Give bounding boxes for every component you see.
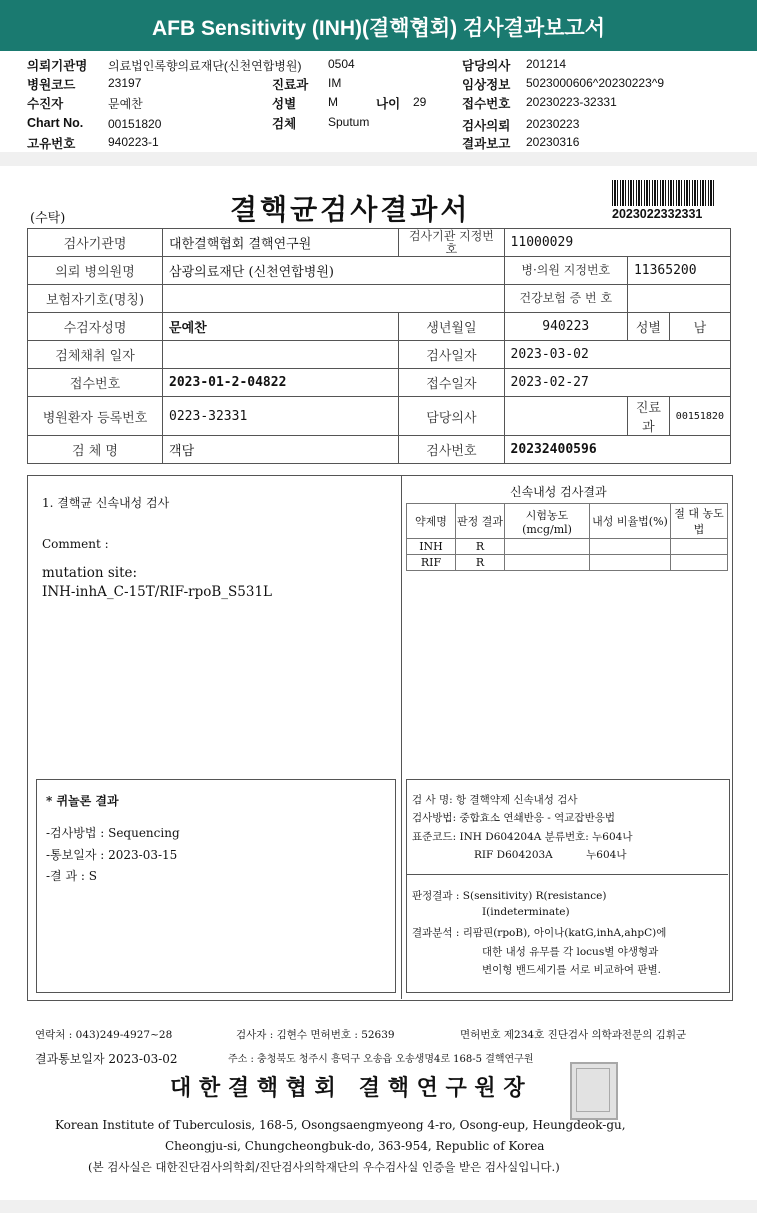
req-org-code: 0504 (328, 57, 355, 71)
report-date-label: 결과보고 (462, 137, 511, 151)
footer-contact: 연락처 : 043)249-4927~28 (35, 1029, 173, 1041)
dept-label: 진료과 (272, 78, 309, 92)
dob-value: 940223 (504, 313, 627, 341)
doctor-value: 201214 (526, 57, 567, 71)
results-heading: 신속내성 검사결과 (510, 485, 607, 499)
health-no-label: 건강보험 증 번 호 (504, 285, 627, 313)
specimen-label-cell: 검 체 명 (28, 436, 163, 464)
lab-no-value: 11000029 (504, 229, 730, 257)
chart-value: 00151820 (108, 117, 162, 131)
row-conc (505, 539, 590, 555)
test-no-value: 20232400596 (504, 436, 730, 464)
row-ratio (590, 555, 671, 571)
name-label: 수검자성명 (28, 313, 163, 341)
test-date-value: 2023-03-02 (504, 341, 730, 369)
table-row (28, 397, 731, 436)
table-row (28, 257, 731, 285)
health-no-value (627, 285, 730, 313)
recv-date-value: 2023-02-27 (504, 369, 730, 397)
table-row (407, 539, 728, 555)
footer-license: 면허번호 제234호 진단검사 의학과전문의 김휘군 (460, 1029, 687, 1041)
doctor-label-cell: 담당의사 (399, 397, 504, 436)
req-date-value: 20230223 (526, 117, 580, 131)
req-date-label: 검사의뢰 (462, 119, 511, 133)
clinical-label: 임상정보 (462, 78, 511, 92)
lab-no-label: 검사기관 지정번호 (399, 229, 504, 257)
analysis-line3: 변이형 밴드세기를 서로 비교하여 판별. (482, 964, 661, 976)
analysis-line2: 대한 내성 유무를 각 locus별 야생형과 (482, 946, 659, 958)
official-seal-inner (576, 1068, 610, 1112)
table-row (28, 229, 731, 257)
doctor-value-cell (504, 397, 627, 436)
insurer-label: 보험자기호(명칭) (28, 285, 163, 313)
specimen-value-cell: 객담 (163, 436, 399, 464)
analysis-line1: 결과분석 : 리팜핀(rpoB), 아이나(katG,inhA,ahpC)에 (412, 927, 667, 939)
quinolone-result: -결 과 : S (46, 869, 97, 883)
barcode-number: 2023022332331 (612, 207, 703, 221)
hosp-no-label: 병·의원 지정번호 (504, 257, 627, 285)
sex-value: M (328, 95, 338, 109)
recv-no-value: 20230223-32331 (526, 95, 617, 109)
name-value: 문예찬 (163, 313, 399, 341)
quinolone-method: -검사방법 : Sequencing (46, 826, 180, 840)
row-conc (505, 555, 590, 571)
section-gap (0, 152, 757, 166)
barcode-image (612, 180, 714, 206)
row-result: R (456, 539, 505, 555)
mutation-value: INH-inhA_C-15T/RIF-rpoB_S531L (42, 584, 273, 600)
results-table (406, 503, 728, 571)
recv-no-label-cell: 접수번호 (28, 369, 163, 397)
footer-tester: 검사자 : 김현수 면허번호 : 52639 (236, 1029, 395, 1041)
row-ratio (590, 539, 671, 555)
table-row (407, 504, 728, 539)
table-row (28, 285, 731, 313)
uid-value: 940223-1 (108, 135, 159, 149)
table-row (28, 436, 731, 464)
lab-label: 검사기관명 (28, 229, 163, 257)
judge-line2: I(indeterminate) (482, 906, 570, 918)
bottom-gap (0, 1200, 757, 1213)
row-result: R (456, 555, 505, 571)
req-org-label: 의뢰기관명 (27, 59, 88, 73)
judge-line1: 판정결과 : S(sensitivity) R(resistance) (412, 890, 607, 902)
method-code2: RIF D604203A 누604나 (474, 849, 627, 861)
age-label: 나이 (376, 97, 401, 111)
table-row (28, 369, 731, 397)
collect-value (163, 341, 399, 369)
hosp-code-label: 병원코드 (27, 78, 76, 92)
recv-date-label: 접수일자 (399, 369, 504, 397)
banner-divider (0, 48, 757, 51)
doctor-label: 담당의사 (462, 59, 511, 73)
hosp-no-value: 11365200 (627, 257, 730, 285)
quinolone-title: * 퀴놀론 결과 (46, 794, 119, 808)
quinolone-box (36, 779, 396, 993)
test-date-label: 검사일자 (399, 341, 504, 369)
report-date-value: 20230316 (526, 135, 580, 149)
quinolone-date: -통보일자 : 2023-03-15 (46, 848, 178, 862)
col-abs: 절 대 농도법 (671, 504, 728, 539)
req-hosp-value: 삼광의료재단 (신천연합병원) (163, 257, 505, 285)
row-abs (671, 555, 728, 571)
table-row (28, 313, 731, 341)
footer-address: 주소 : 충청북도 청주시 흥덕구 오송읍 오송생명4로 168-5 결핵연구원 (228, 1054, 534, 1065)
clinical-value: 5023000606^20230223^9 (526, 76, 665, 90)
dept-label-cell: 진료과 (627, 397, 669, 436)
footer-english1: Korean Institute of Tuberculosis, 168-5, Osongsaengmyeong 4-ro, Osong-eup, Heungdeok-gu, (55, 1118, 626, 1132)
footer-notify-date: 결과통보일자 2023-03-02 (35, 1052, 178, 1066)
footer-cert: (본 검사실은 대한진단검사의학회/진단검사의학재단의 우수검사실 인증을 받은 검사실입니다.) (88, 1160, 560, 1174)
row-abs (671, 539, 728, 555)
doc-title: 결핵균검사결과서 (230, 193, 471, 226)
dob-label: 생년월일 (399, 313, 504, 341)
specimen-label: 검체 (272, 117, 297, 131)
method-code1: 표준코드: INH D604204A 분류번호: 누604나 (412, 831, 633, 843)
collect-label: 검체채취 일자 (28, 341, 163, 369)
chart-label: Chart No. (27, 116, 84, 130)
footer-english2: Cheongju-si, Chungcheongbuk-do, 363-954, Republic of Korea (165, 1139, 545, 1153)
patient-value: 문예찬 (108, 97, 143, 111)
insurer-value (163, 285, 505, 313)
result-divider (401, 475, 402, 999)
col-conc: 시험농도 (mcg/ml) (505, 504, 590, 539)
col-result: 판정 결과 (456, 504, 505, 539)
recv-no-value-cell: 2023-01-2-04822 (163, 369, 399, 397)
sex-label: 성별 (272, 97, 297, 111)
method-name: 검 사 명: 항 결핵약제 신속내성 검사 (412, 794, 578, 806)
col-ratio: 내성 비율법(%) (590, 504, 671, 539)
hosp-code-value: 23197 (108, 76, 142, 90)
sex-value-cell: 남 (669, 313, 730, 341)
uid-label: 고유번호 (27, 137, 76, 151)
table-row (407, 555, 728, 571)
dept-value-cell: 00151820 (669, 397, 730, 436)
lab-value: 대한결핵협회 결핵연구원 (163, 229, 399, 257)
table-row (28, 341, 731, 369)
patient-info-table (27, 228, 731, 464)
comment-label: Comment : (42, 537, 109, 551)
sex-label-cell: 성별 (627, 313, 669, 341)
method-method: 검사방법: 중합효소 연쇄반응 - 역교잡반응법 (412, 812, 616, 824)
recv-no-label: 접수번호 (462, 97, 511, 111)
footer-institute: 대 한 결 핵 협 회 결 핵 연 구 원 장 (170, 1075, 525, 1101)
age-value: 29 (413, 95, 427, 109)
reg-value: 0223-32331 (163, 397, 399, 436)
patient-label: 수진자 (27, 97, 64, 111)
col-drug: 약제명 (407, 504, 456, 539)
test-no-label: 검사번호 (399, 436, 504, 464)
report-banner-title: AFB Sensitivity (INH)(결핵협회) 검사결과보고서 (0, 0, 757, 48)
mutation-label: mutation site: (42, 565, 138, 581)
dept-value: IM (328, 76, 342, 90)
reg-label: 병원환자 등록번호 (28, 397, 163, 436)
req-hosp-label: 의뢰 병의원명 (28, 257, 163, 285)
test-heading: 1. 결핵균 신속내성 검사 (42, 496, 170, 510)
doc-subtitle: (수탁) (30, 211, 66, 226)
req-org-value: 의료법인록향의료재단(신천연합병원) (108, 59, 302, 73)
row-drug: RIF (407, 555, 456, 571)
row-drug: INH (407, 539, 456, 555)
method-divider (406, 874, 728, 875)
specimen-value: Sputum (328, 115, 370, 129)
